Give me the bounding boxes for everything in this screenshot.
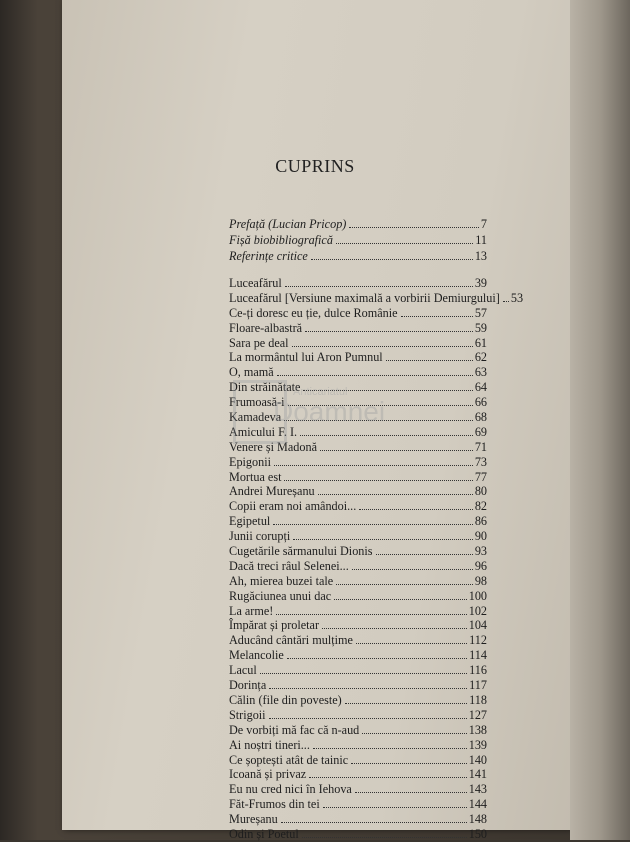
toc-entry-page: 139 <box>468 737 487 752</box>
toc-entry-page: 63 <box>474 365 487 380</box>
dot-leader <box>269 718 467 719</box>
toc-entry-title: De vorbiți mă fac că n-aud <box>229 722 360 737</box>
toc-entry-page: 144 <box>468 797 487 812</box>
dot-leader <box>356 643 467 644</box>
dot-leader <box>293 539 473 540</box>
toc-entry <box>229 827 487 842</box>
dot-leader <box>322 628 467 629</box>
dot-leader <box>277 375 473 376</box>
toc-entry-page: 127 <box>468 707 487 722</box>
toc-entry-page: 104 <box>468 618 487 633</box>
toc-entry <box>229 663 487 678</box>
poems-list <box>229 276 524 842</box>
dot-leader <box>284 480 472 481</box>
toc-entry-title: Rugăciunea unui dac <box>229 588 332 603</box>
toc-entry-page: 59 <box>474 320 487 335</box>
dot-leader <box>305 331 473 332</box>
toc-entry-title: Junii corupți <box>229 529 291 544</box>
toc-entry <box>229 514 487 529</box>
toc-entry-title: Din străinătate <box>229 380 301 395</box>
dot-leader <box>401 316 473 317</box>
toc-entry-title: Ce șoptești atât de tainic <box>229 752 349 767</box>
toc-entry-page: 7 <box>480 217 487 231</box>
table-of-contents <box>229 216 524 842</box>
dot-leader <box>336 243 473 244</box>
toc-entry-title: Ah, mierea buzei tale <box>229 573 334 588</box>
toc-entry <box>229 248 487 264</box>
toc-entry <box>229 618 487 633</box>
watermark-line-1: Anticariatul <box>293 386 348 398</box>
toc-entry-page: 68 <box>474 410 487 425</box>
toc-entry-title: Strigoii <box>229 707 266 722</box>
toc-entry-page: 64 <box>474 380 487 395</box>
dot-leader <box>355 792 467 793</box>
toc-entry-page: 116 <box>469 663 487 678</box>
dot-leader <box>345 703 467 704</box>
toc-entry <box>229 753 487 768</box>
toc-entry <box>229 216 487 232</box>
toc-entry-title: La arme! <box>229 603 274 618</box>
watermark-logo <box>233 380 429 460</box>
toc-entry-title: La mormântul lui Aron Pumnul <box>229 350 383 365</box>
dot-leader <box>349 227 479 228</box>
toc-entry-title: Dorința <box>229 678 267 693</box>
toc-entry-title: Eu nu cred nici în Iehova <box>229 782 352 797</box>
toc-entry-title: Amicului F. I. <box>229 424 298 439</box>
toc-entry <box>229 812 487 827</box>
toc-entry-title: Luceafărul <box>229 276 282 290</box>
toc-entry-page: 69 <box>474 424 487 439</box>
dot-leader <box>352 569 473 570</box>
toc-entry-page: 102 <box>468 603 487 618</box>
dot-leader <box>276 614 466 615</box>
toc-entry-page: 82 <box>474 499 487 514</box>
toc-entry <box>229 574 487 589</box>
toc-entry <box>229 797 487 812</box>
toc-entry-page: 96 <box>474 558 487 573</box>
toc-entry-page: 114 <box>469 648 487 663</box>
toc-entry-title: Prefață (Lucian Pricop) <box>229 217 347 231</box>
dot-leader <box>287 658 467 659</box>
toc-entry-title: Aducând cântări mulțime <box>229 633 353 648</box>
toc-entry-title: Andrei Mureșanu <box>229 484 315 499</box>
toc-entry-page: 98 <box>474 573 487 588</box>
toc-entry-title: Luceafărul [Versiune maximală a vorbirii Demiurgului] <box>229 290 500 305</box>
toc-entry <box>229 321 487 336</box>
dot-leader <box>362 733 466 734</box>
toc-entry <box>229 708 487 723</box>
toc-entry <box>229 290 524 306</box>
toc-entry <box>229 470 487 485</box>
dot-leader <box>260 673 467 674</box>
toc-entry-page: 141 <box>468 767 487 782</box>
dot-leader <box>309 777 467 778</box>
toc-entry-page: 117 <box>469 678 487 693</box>
toc-entry <box>229 738 487 753</box>
toc-entry-title: Mureșanu <box>229 812 278 827</box>
toc-entry <box>229 365 487 380</box>
dot-leader <box>334 599 467 600</box>
dot-leader <box>359 509 473 510</box>
dot-leader <box>386 360 473 361</box>
toc-entry-title: Împărat și proletar <box>229 618 320 633</box>
toc-entry-title: Făt-Frumos din tei <box>229 797 320 812</box>
toc-entry-title: Egipetul <box>229 514 271 529</box>
toc-entry-title: Venere și Madonă <box>229 439 317 454</box>
toc-title: CUPRINS <box>275 156 355 176</box>
toc-entry-title: Copii eram noi amândoi... <box>229 499 357 514</box>
toc-entry-title: Melancolie <box>229 648 284 663</box>
toc-entry <box>229 306 487 321</box>
toc-entry-title: Fișă biobibliografică <box>229 233 333 247</box>
toc-entry <box>229 484 487 499</box>
toc-entry-page: 80 <box>474 484 487 499</box>
toc-entry-title: Ce-ți doresc eu ție, dulce Românie <box>229 305 398 320</box>
dot-leader <box>285 286 473 287</box>
toc-entry <box>229 544 487 559</box>
toc-entry <box>229 589 487 604</box>
dot-leader <box>323 807 467 808</box>
toc-entry-page: 71 <box>474 439 487 454</box>
toc-entry-title: Ai noștri tineri... <box>229 737 310 752</box>
toc-entry-title: Epigonii <box>229 454 271 469</box>
toc-entry-page: 118 <box>469 692 487 707</box>
toc-entry <box>229 350 487 365</box>
toc-entry-title: Icoană și privaz <box>229 767 307 782</box>
toc-entry <box>229 604 487 619</box>
dot-leader <box>351 763 467 764</box>
dot-leader <box>336 584 473 585</box>
toc-entry-page: 90 <box>474 529 487 544</box>
dot-leader <box>302 837 467 838</box>
section-gap <box>229 264 487 276</box>
toc-entry-title: Frumoasă-i <box>229 395 285 410</box>
toc-entry <box>229 529 487 544</box>
dot-leader <box>273 524 473 525</box>
toc-entry-page: 53 <box>510 290 524 305</box>
dot-leader <box>503 301 509 302</box>
toc-entry-page: 39 <box>474 276 487 290</box>
toc-entry-title: Sara pe deal <box>229 335 289 350</box>
toc-entry-page: 93 <box>474 544 487 559</box>
front-matter-list <box>229 216 487 264</box>
toc-entry-title: Mortua est <box>229 469 282 484</box>
dot-leader <box>269 688 467 689</box>
watermark-line-2: Doamnei <box>273 396 386 427</box>
toc-entry-title: Dacă treci râul Selenei... <box>229 558 349 573</box>
toc-entry-title: Kamadeva <box>229 410 282 425</box>
toc-entry-page: 66 <box>474 395 487 410</box>
toc-entry-page: 57 <box>474 305 487 320</box>
toc-entry-page: 13 <box>474 249 487 263</box>
toc-entry <box>229 648 487 663</box>
toc-entry <box>229 499 487 514</box>
toc-entry <box>229 633 487 648</box>
toc-entry <box>229 723 487 738</box>
toc-entry-title: Lacul <box>229 663 257 678</box>
toc-entry <box>229 336 487 351</box>
toc-entry <box>229 678 487 693</box>
toc-entry <box>229 232 487 248</box>
toc-entry-title: Odin și Poetul <box>229 826 299 841</box>
dot-leader <box>274 465 473 466</box>
toc-entry-title: Cugetările sărmanului Dionis <box>229 544 373 559</box>
dot-leader <box>376 554 473 555</box>
toc-entry-page: 138 <box>468 722 487 737</box>
toc-entry <box>229 782 487 797</box>
toc-entry-page: 112 <box>469 633 487 648</box>
toc-entry-page: 77 <box>474 469 487 484</box>
dot-leader <box>311 259 473 260</box>
toc-entry-page: 150 <box>468 826 487 841</box>
toc-entry-page: 62 <box>474 350 487 365</box>
toc-entry <box>229 767 487 782</box>
toc-entry-page: 86 <box>474 514 487 529</box>
dot-leader <box>318 494 473 495</box>
toc-entry <box>229 693 487 708</box>
dot-leader <box>292 346 473 347</box>
toc-entry <box>229 559 487 574</box>
toc-entry-page: 143 <box>468 782 487 797</box>
page-edge <box>570 0 630 840</box>
toc-entry-page: 100 <box>468 588 487 603</box>
dot-leader <box>313 748 467 749</box>
toc-entry-title: Floare-albastră <box>229 320 303 335</box>
toc-entry-page: 140 <box>468 752 487 767</box>
toc-entry-page: 61 <box>474 335 487 350</box>
toc-entry <box>229 276 487 291</box>
toc-entry-title: O, mamă <box>229 365 274 380</box>
toc-entry-page: 148 <box>468 812 487 827</box>
toc-entry-page: 11 <box>475 233 487 247</box>
toc-entry-title: Călin (file din poveste) <box>229 692 342 707</box>
dot-leader <box>281 822 467 823</box>
toc-entry-title: Referințe critice <box>229 249 308 263</box>
toc-entry-page: 73 <box>474 454 487 469</box>
